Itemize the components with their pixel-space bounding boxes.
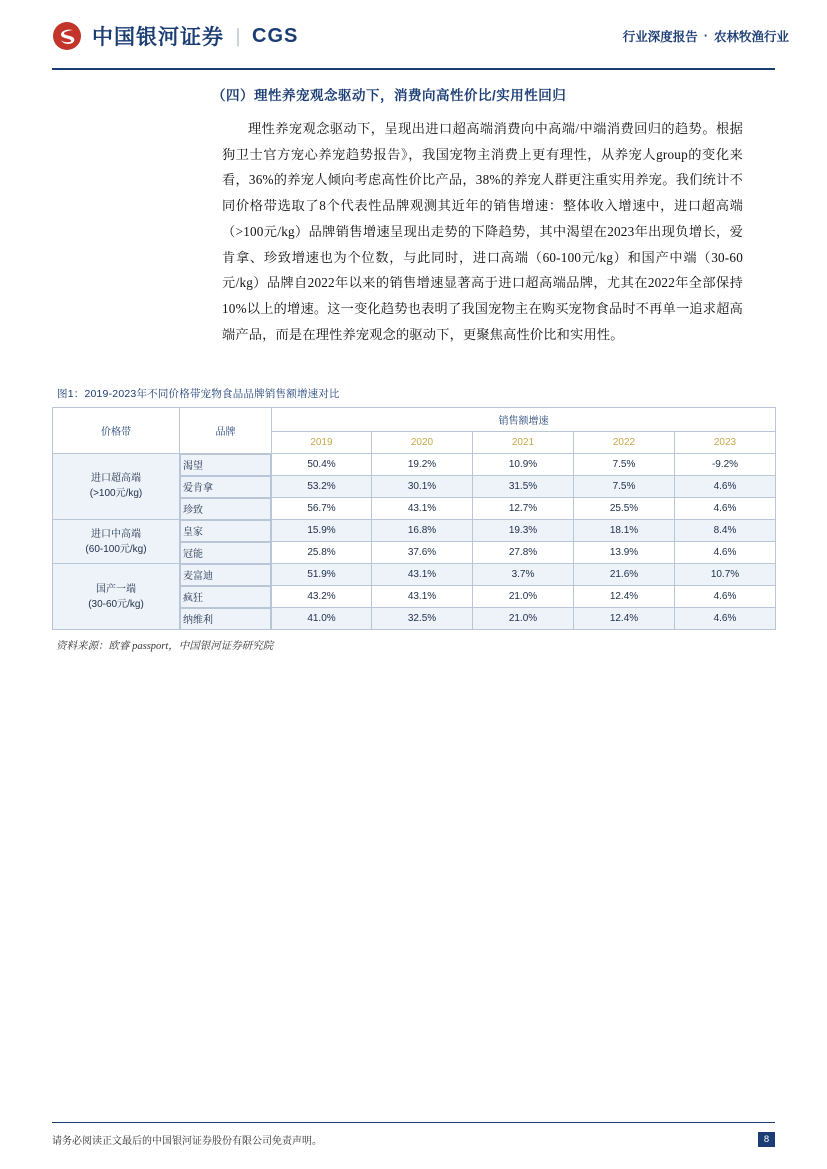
footer-divider xyxy=(52,1122,775,1123)
value-cell: 43.2% xyxy=(272,586,372,608)
value-cell: 43.1% xyxy=(372,498,473,520)
value-cell: 4.6% xyxy=(675,542,776,564)
cgs-logo-icon xyxy=(52,21,82,51)
body-paragraph: 理性养宠观念驱动下，呈现出进口超高端消费向中高端/中端消费回归的趋势。根据狗卫士官方宠心养宠趋势报告》，我国宠物主消费上更有理性，从养宠人group的变化来看，36%的养宠人倾向考虑高性价比产品，38%的养宠人群更注重实用养宠。我们统计不同价格带选取了8个代表性品牌观测其近年的销售增速：整体收入增速中，进口超高端（>100元/kg）品牌销售增速呈现出走势的下降趋势，其中渴望在2023年出现负增长，爱肯拿、珍致增速也为个位数，与此同时，进口高端（60-100元/kg）和国产中端（30-60元/kg）品牌自2022年以来的销售增速显著高于进口超高端品牌，尤其在2022年全部保持10%以上的增速。这一变化趋势也表明了我国宠物主在购买宠物食品时不再单一追求超高端产品，而是在理性养宠观念的驱动下，更聚焦高性价比和实用性。 xyxy=(222,121,743,342)
page-number: 8 xyxy=(758,1132,775,1147)
brand-cell: 冠能 xyxy=(180,542,271,564)
value-cell: 4.6% xyxy=(675,586,776,608)
value-cell: 43.1% xyxy=(372,564,473,586)
col-year-2023: 2023 xyxy=(675,431,776,453)
industry-label: 农林牧渔行业 xyxy=(713,30,789,44)
value-cell: 56.7% xyxy=(272,498,372,520)
value-cell: 25.5% xyxy=(574,498,675,520)
col-growth-group: 销售额增速 xyxy=(272,407,776,431)
table-row xyxy=(53,564,776,586)
table-row xyxy=(53,453,776,476)
col-year-2022: 2022 xyxy=(574,431,675,453)
value-cell: 37.6% xyxy=(372,542,473,564)
value-cell: 12.7% xyxy=(473,498,574,520)
brand-logo xyxy=(52,21,298,51)
value-cell: 10.7% xyxy=(675,564,776,586)
source-note: 资料来源：欧睿 passport，中国银河证券研究院 xyxy=(56,641,274,653)
value-cell: 13.9% xyxy=(574,542,675,564)
value-cell: 7.5% xyxy=(574,476,675,498)
value-cell: 53.2% xyxy=(272,476,372,498)
price-band-line1: 进口中高端 xyxy=(91,528,141,540)
header-divider xyxy=(52,68,775,70)
brand-cell: 珍致 xyxy=(180,498,271,520)
brand-cell: 爱肯拿 xyxy=(180,476,271,498)
header-separator: · xyxy=(703,29,708,43)
value-cell: 21.0% xyxy=(473,586,574,608)
value-cell: 8.4% xyxy=(675,520,776,542)
disclaimer-text: 请务必阅读正文最后的中国银河证券股份有限公司免责声明。 xyxy=(52,1136,322,1147)
value-cell: 27.8% xyxy=(473,542,574,564)
report-type-label: 行业深度报告 xyxy=(622,30,698,44)
col-brand: 品牌 xyxy=(180,407,272,453)
value-cell: 12.4% xyxy=(574,608,675,630)
value-cell: 41.0% xyxy=(272,608,372,630)
page-content xyxy=(52,84,775,653)
value-cell: 19.2% xyxy=(372,453,473,476)
table-body xyxy=(53,453,776,630)
value-cell: 4.6% xyxy=(675,498,776,520)
value-cell: 10.9% xyxy=(473,453,574,476)
col-year-2021: 2021 xyxy=(473,431,574,453)
section-title: （四）理性养宠观念驱动下，消费向高性价比/实用性回归 xyxy=(212,88,567,103)
value-cell: 21.0% xyxy=(473,608,574,630)
col-year-2019: 2019 xyxy=(272,431,372,453)
brand-cell: 纳维利 xyxy=(180,608,271,630)
value-cell: 43.1% xyxy=(372,586,473,608)
value-cell: 3.7% xyxy=(473,564,574,586)
brand-cell: 渴望 xyxy=(180,454,271,476)
col-year-2020: 2020 xyxy=(372,431,473,453)
value-cell: 30.1% xyxy=(372,476,473,498)
value-cell: 19.3% xyxy=(473,520,574,542)
value-cell: 32.5% xyxy=(372,608,473,630)
header-report-label xyxy=(623,27,789,45)
value-cell: 18.1% xyxy=(574,520,675,542)
price-band-line2: (>100元/kg) xyxy=(89,488,143,500)
value-cell: 4.6% xyxy=(675,476,776,498)
price-band-line1: 国产一端 xyxy=(96,583,136,595)
value-cell: 4.6% xyxy=(675,608,776,630)
brand-cell: 皇家 xyxy=(180,520,271,542)
value-cell: 7.5% xyxy=(574,453,675,476)
brand-cell: 疯狂 xyxy=(180,586,271,608)
exhibit-block xyxy=(52,386,775,654)
value-cell: -9.2% xyxy=(675,453,776,476)
value-cell: 16.8% xyxy=(372,520,473,542)
table-row xyxy=(53,520,776,542)
price-band-line2: (30-60元/kg) xyxy=(88,598,144,610)
value-cell: 21.6% xyxy=(574,564,675,586)
value-cell: 15.9% xyxy=(272,520,372,542)
growth-rate-table xyxy=(52,407,776,631)
value-cell: 25.8% xyxy=(272,542,372,564)
table-header xyxy=(53,407,776,453)
table-header-row xyxy=(53,407,776,431)
price-band-cell xyxy=(53,453,180,520)
value-cell: 31.5% xyxy=(473,476,574,498)
value-cell: 50.4% xyxy=(272,453,372,476)
brand-name-en: CGS xyxy=(252,24,299,47)
value-cell: 51.9% xyxy=(272,564,372,586)
page-header xyxy=(0,0,827,72)
page-footer xyxy=(52,1132,775,1147)
brand-separator: | xyxy=(236,24,241,47)
price-band-line2: (60-100元/kg) xyxy=(85,543,147,555)
value-cell: 12.4% xyxy=(574,586,675,608)
col-price-band: 价格带 xyxy=(53,407,180,453)
brand-cell: 麦富迪 xyxy=(180,564,271,586)
price-band-cell xyxy=(53,520,180,564)
exhibit-title: 图1：2019-2023年不同价格带宠物食品品牌销售额增速对比 xyxy=(57,387,340,400)
price-band-cell xyxy=(53,564,180,630)
brand-name-cn: 中国银河证券 xyxy=(92,26,224,49)
price-band-line1: 进口超高端 xyxy=(91,473,141,485)
